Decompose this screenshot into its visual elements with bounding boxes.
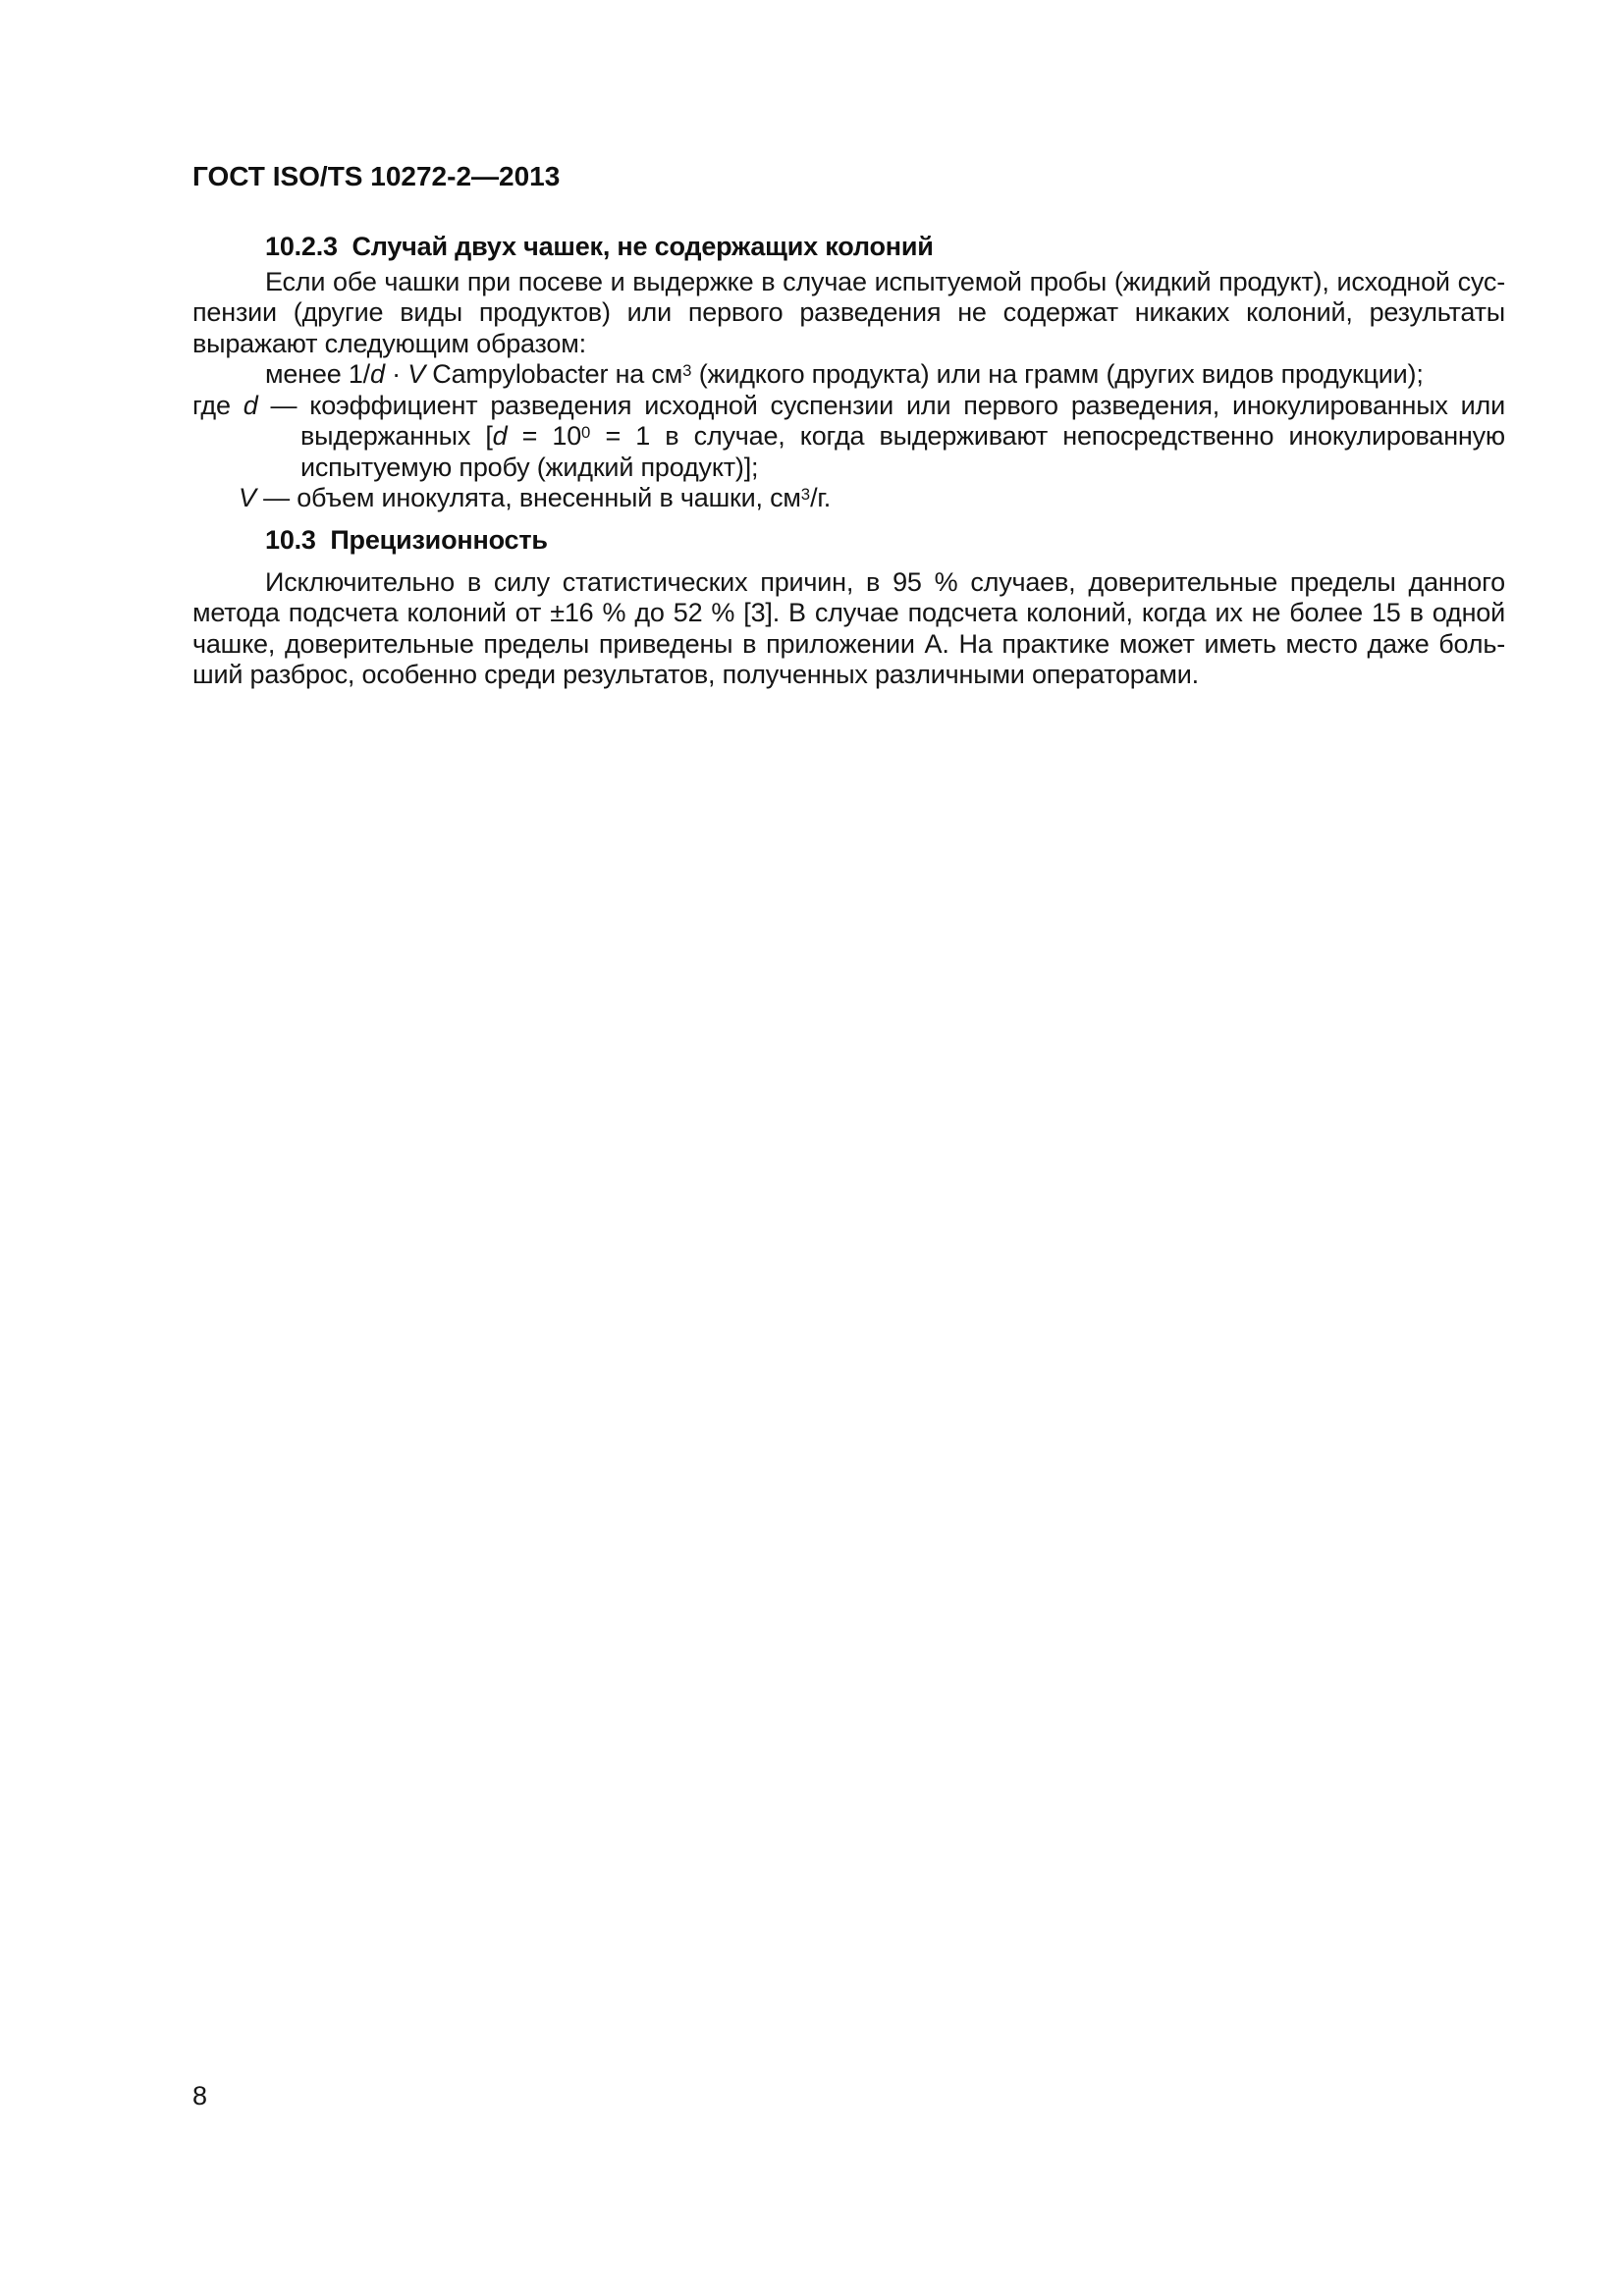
superscript-0: 0 (581, 422, 591, 442)
variable-v: V (239, 483, 256, 512)
superscript-3: 3 (800, 484, 811, 504)
variable-d: d (369, 359, 385, 389)
definition-text: — объем инокулята, внесенный в чашки, см (255, 483, 801, 512)
dot-operator: · (384, 359, 408, 389)
definition-d-line-2 (192, 421, 1505, 453)
formula-text: (жидкого продукта) или на грамм (других видов продукции); (691, 359, 1424, 389)
definition-d-line-3: испытуемую пробу (жидкий продукт)]; (300, 453, 759, 482)
paragraph-line: ший разброс, особенно среди результатов, полученных различными операторами. (192, 660, 1199, 689)
page-number: 8 (192, 2081, 207, 2110)
definition-text: = 10 (507, 421, 582, 451)
section-heading-10-3: 10.3 Прецизионность (265, 525, 548, 555)
formula-line (192, 359, 1505, 391)
definition-text: /г. (810, 483, 832, 512)
formula-text: Campylobacter на см (425, 359, 683, 389)
paragraph-line: метода подсчета колоний от ±16 % до 52 % [3]. В случае подсчета колоний, когда их не более 15 в одной (192, 598, 1505, 627)
section-heading-10-2-3: 10.2.3 Случай двух чашек, не содержащих колоний (265, 232, 934, 261)
running-header: ГОСТ ISO/TS 10272-2—2013 (192, 161, 561, 191)
paragraph-line: чашке, доверительные пределы приведены в приложении А. На практике может иметь место даже боль- (192, 629, 1505, 659)
variable-v: V (407, 359, 425, 389)
paragraph-line: пензии (другие виды продуктов) или первого разведения не содержат никаких колоний, результаты (192, 297, 1505, 327)
variable-d: d (243, 391, 258, 420)
definition-v-line (192, 483, 1505, 514)
definition-text: — коэффициент разведения исходной суспензии или первого разведения, инокулированных или (257, 391, 1505, 420)
definition-text: выдержанных [ (300, 421, 493, 451)
paragraph-line: выражают следующим образом: (192, 329, 586, 358)
paragraph-line: Если обе чашки при посеве и выдержке в случае испытуемой пробы (жидкий продукт), исходной сус- (265, 267, 1505, 296)
formula-text: менее 1/ (265, 359, 370, 389)
definition-text: = 1 в случае, когда выдерживают непосредственно инокулированную (590, 421, 1505, 451)
definition-text: где (192, 391, 243, 420)
definition-d-line-1 (192, 391, 1505, 422)
paragraph-line: Исключительно в силу статистических причин, в 95 % случаев, доверительные пределы данного (265, 567, 1505, 597)
variable-d: d (492, 421, 508, 451)
superscript-3: 3 (682, 360, 692, 380)
